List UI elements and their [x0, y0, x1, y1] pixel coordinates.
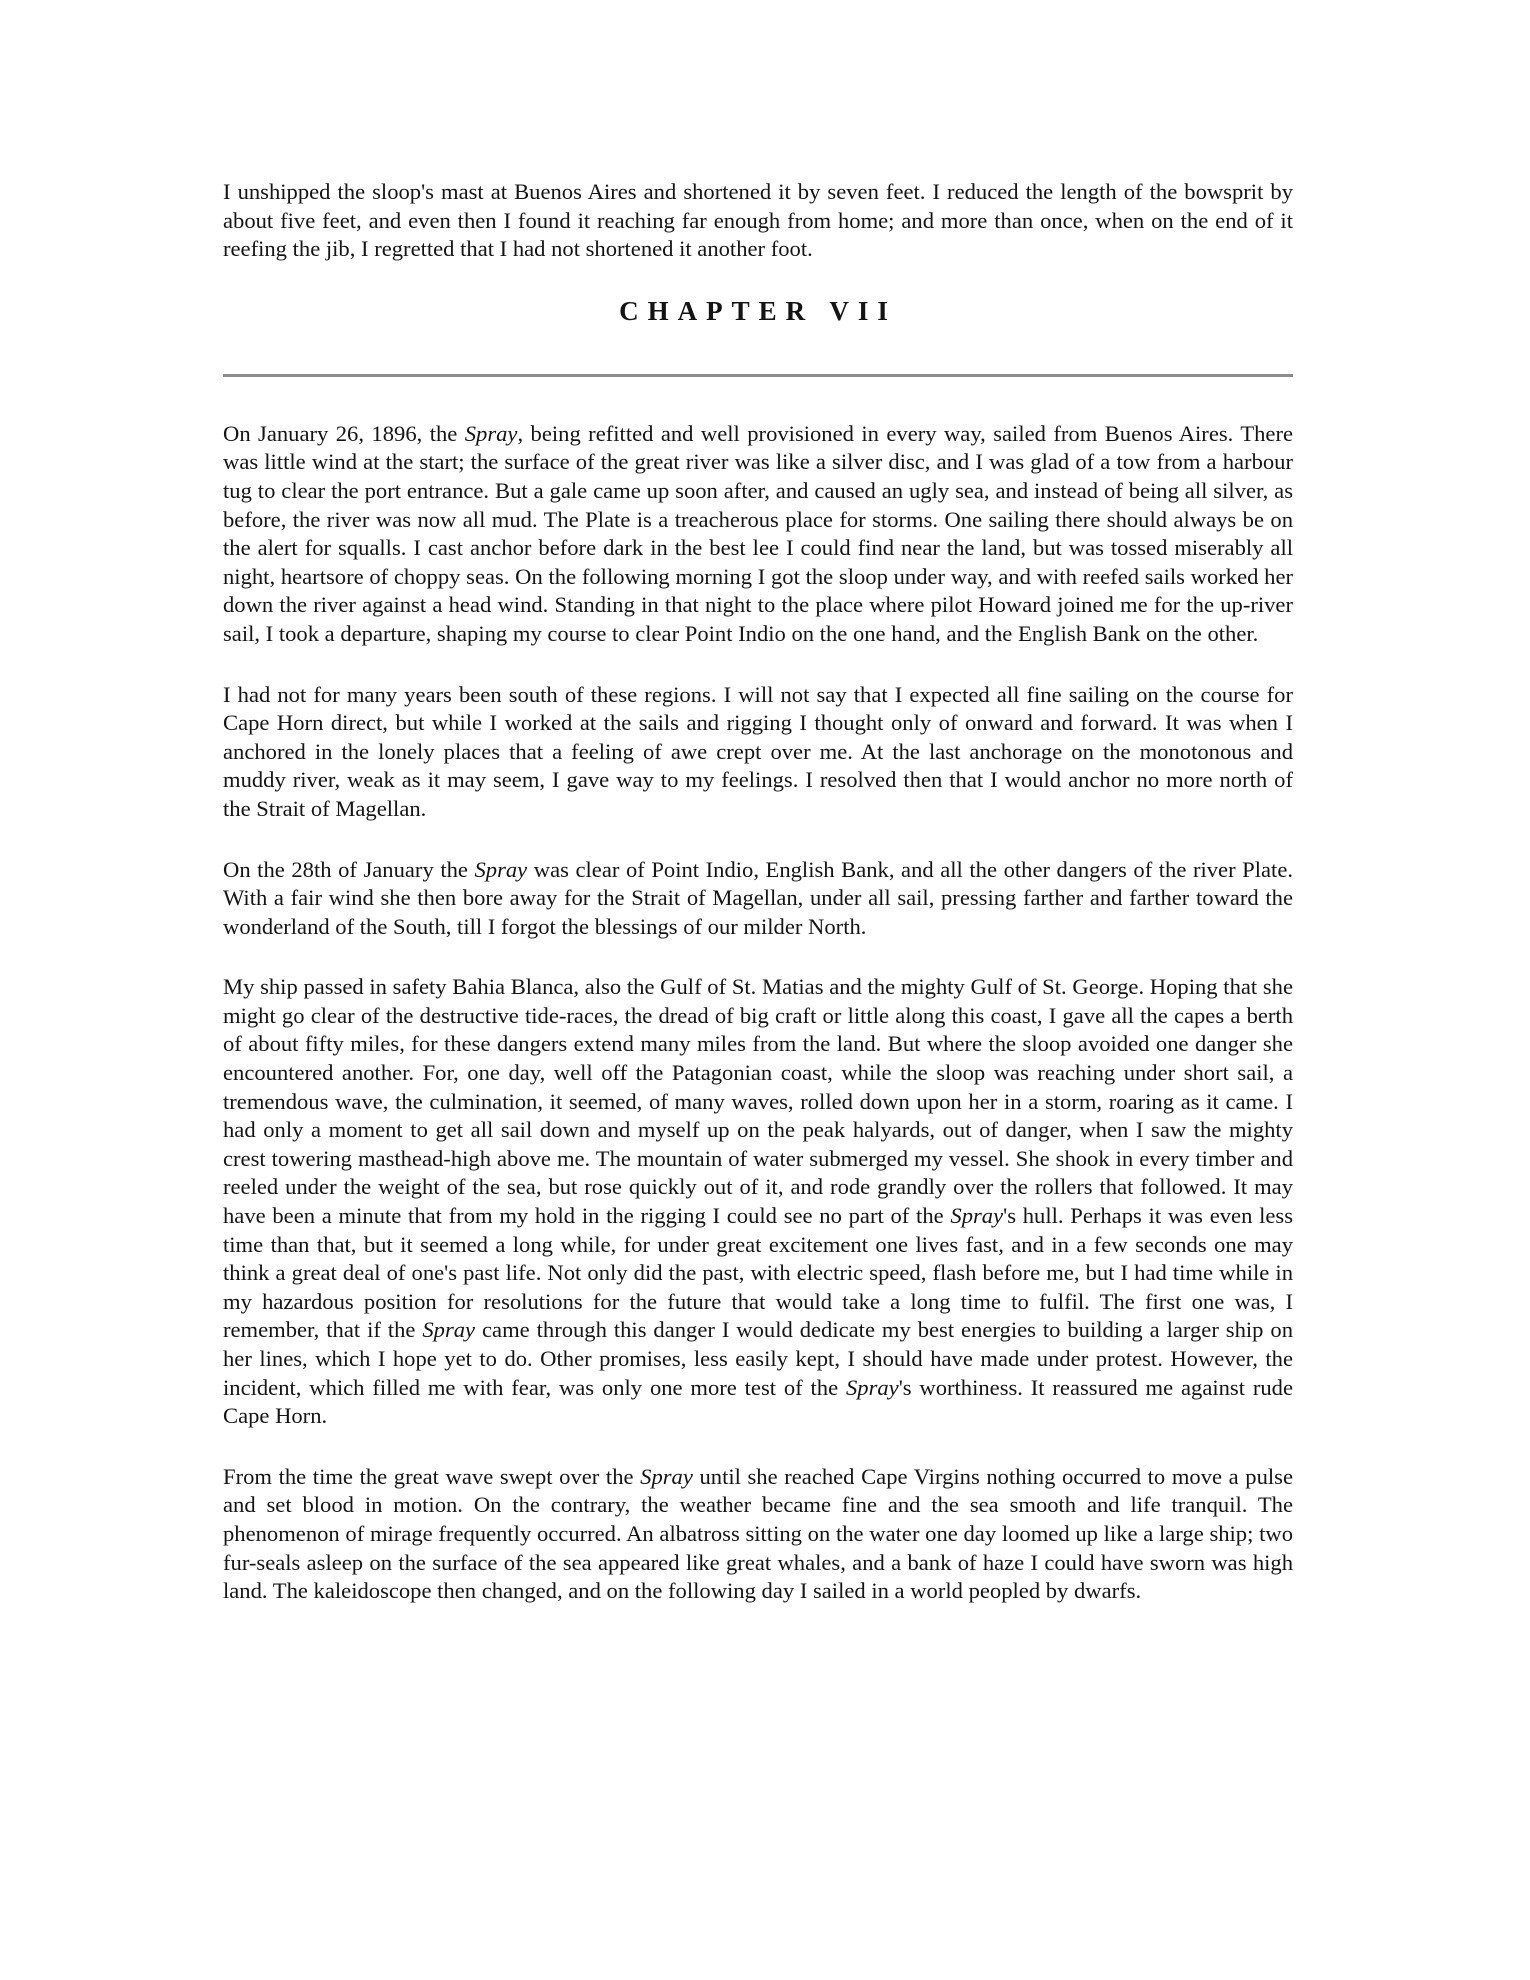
chapter-heading: CHAPTER VII — [619, 295, 897, 326]
body-paragraph — [223, 420, 1293, 649]
paragraph-text: 's hull. Perhaps it was even less time than that, but it seemed a long while, for under great excitement one lives fast, and in a few seconds one may think a great deal of one's past life. Not only did the past, with electric speed, flash before me, but I had time while in my hazardous position for resolutions for the future that would take a long time to fulfil. The first one was, I remember, that if the — [223, 1203, 1293, 1343]
intro-paragraph: I unshipped the sloop's mast at Buenos Aires and shortened it by seven feet. I reduced the length of the bowsprit by about five feet, and even then I found it reaching far enough from home; and more than once, when on the end of it reefing the jib, I regretted that I had not shortened it another foot. — [223, 179, 1293, 262]
paragraph-text: My ship passed in safety Bahia Blanca, also the Gulf of St. Matias and the mighty Gulf of St. George. Hoping that she might go clear of the destructive tide-races, the dread of big craft or little along this coast, I gave all the capes a berth of about fifty miles, for these dangers extend many miles from the land. But where the sloop avoided one danger she encountered another. For, one day, well off the Patagonian coast, while the sloop was reaching under short sail, a tremendous wave, the culmination, it seemed, of many waves, rolled down upon her in a storm, roaring as it came. I had only a moment to get all sail down and myself up on the peak halyards, out of danger, when I saw the mighty crest towering masthead-high above me. The mountain of water submerged my vessel. She shook in every timber and reeled under the weight of the sea, but rose quickly out of it, and rode grandly over the rollers that followed. It may have been a minute that from my hold in the rigging I could see no part of the — [223, 974, 1293, 1229]
paragraph-text: I had not for many years been south of these regions. I will not say that I expected all fine sailing on the course for Cape Horn direct, but while I worked at the sails and rigging I thought only of onward and forward. It was when I anchored in the lonely places that a feeling of awe crept over me. At the last anchorage on the monotonous and muddy river, weak as it may seem, I gave way to my feelings. I resolved then that I would anchor no more north of the Strait of Magellan. — [223, 681, 1293, 821]
body-paragraph — [223, 973, 1293, 1431]
paragraph-text: until she reached Cape Virgins nothing occurred to move a pulse and set blood in motion. On the contrary, the weather became fine and the sea smooth and life tranquil. The phenomenon of mirage frequently occurred. An albatross sitting on the water one day loomed up like a large ship; two fur-seals asleep on the surface of the sea appeared like great whales, and a bank of haze I could have sworn was high land. The kaleidoscope then changed, and on the following day I sailed in a world peopled by dwarfs. — [223, 1463, 1293, 1604]
document-page — [223, 178, 1293, 1606]
paragraph-text: On the 28th of January the — [223, 856, 475, 882]
paragraph-text: , being refitted and well provisioned in every way, sailed from Buenos Aires. There was little wind at the start; the surface of the great river was like a silver disc, and I was glad of a tow from a harbour tug to clear the port entrance. But a gale came up soon after, and caused an ugly sea, and instead of being all silver, as before, the river was now all mud. The Plate is a treacherous place for storms. One sailing there should always be on the alert for squalls. I cast anchor before dark in the best lee I could find near the land, but was tossed miserably all night, heartsore of choppy seas. On the following morning I got the sloop under way, and with reefed sails worked her down the river against a head wind. Standing in that night to the place where pilot Howard joined me for the up-river sail, I took a departure, shaping my course to clear Point Indio on the one hand, and the English Bank on the other. — [223, 420, 1293, 646]
paragraph-text: From the time the great wave swept over the — [223, 1463, 641, 1489]
ship-name-italic: Spray — [950, 1203, 1004, 1229]
paragraph-text: On January 26, 1896, the — [223, 420, 465, 446]
ship-name-italic: Spray — [422, 1317, 476, 1343]
ship-name-italic: Spray — [640, 1463, 693, 1489]
paragraph-text: 's worthiness. It reassured me against rude Cape Horn. — [223, 1374, 1293, 1429]
paragraph-text: was clear of Point Indio, English Bank, and all the other dangers of the river Plate. With a fair wind she then bore away for the Strait of Magellan, under all sail, pressing farther and farther toward the wonderland of the South, till I forgot the blessings of our milder North. — [223, 856, 1294, 939]
ship-name-italic: Spray — [464, 420, 518, 446]
chapter-body — [223, 420, 1293, 1606]
paragraph-text: came through this danger I would dedicate my best energies to building a larger ship on her lines, which I hope yet to do. Other promises, less easily kept, I should have made under protest. However, the incident, which filled me with fear, was only one more test of the — [223, 1317, 1293, 1400]
chapter-divider — [223, 374, 1293, 377]
body-paragraph — [223, 1463, 1293, 1606]
ship-name-italic: Spray — [474, 856, 528, 882]
body-paragraph — [223, 856, 1293, 942]
body-paragraph — [223, 681, 1293, 824]
ship-name-italic: Spray — [845, 1374, 899, 1400]
